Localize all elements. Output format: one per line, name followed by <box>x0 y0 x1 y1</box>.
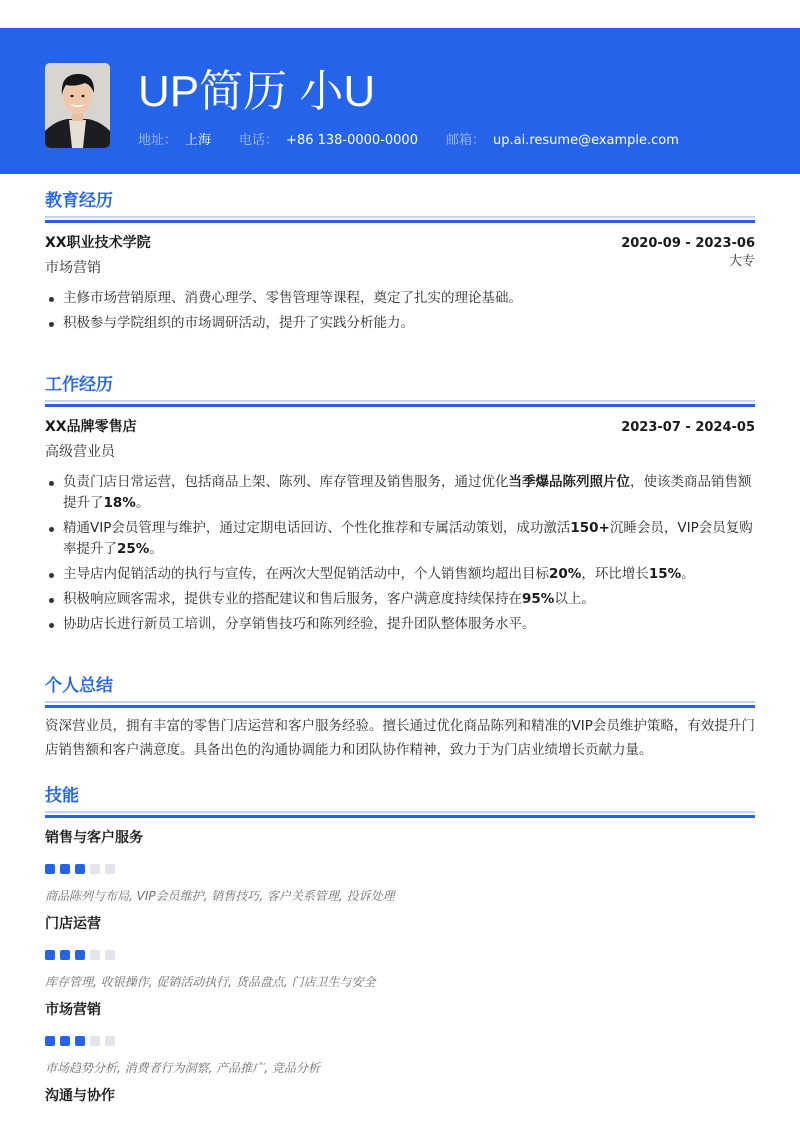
skill-name: 门店运营 <box>45 916 101 932</box>
address-label: 地址： <box>138 133 178 148</box>
section-title: 个人总结 <box>45 676 113 696</box>
list-item: 负责门店日常运营，包括商品上架、陈列、库存管理及销售服务，通过优化当季爆品陈列照片位，使该类商品销售额提升了18%。 <box>45 472 755 514</box>
level-dot-filled <box>45 950 55 960</box>
date-range: 2020-09 - 2023-06 <box>621 236 755 251</box>
entry-subheader <box>45 438 755 464</box>
entry-header <box>45 417 755 438</box>
skill-tags: 市场趋势分析, 消费者行为洞察, 产品推广, 竞品分析 <box>45 1061 320 1075</box>
avatar <box>45 63 110 148</box>
skill-item <box>45 1000 755 1076</box>
level-dot-filled <box>45 1036 55 1046</box>
contact-email <box>446 132 679 150</box>
level-dot-empty <box>105 950 115 960</box>
email-label: 邮箱： <box>445 133 485 148</box>
list-item: 主修市场营销原理、消费心理学、零售管理等课程，奠定了扎实的理论基础。 <box>45 288 755 309</box>
level-dot-empty <box>90 1036 100 1046</box>
level-dot-filled <box>75 864 85 874</box>
level-dot-filled <box>45 864 55 874</box>
level-dot-empty <box>105 864 115 874</box>
divider <box>45 815 755 818</box>
work-bullets <box>45 472 755 635</box>
phone-label: 电话： <box>239 133 279 148</box>
skill-name: 销售与客户服务 <box>45 830 143 846</box>
phone-value: +86 138-0000-0000 <box>286 133 418 148</box>
major: 市场营销 <box>45 260 101 276</box>
resume-header <box>0 28 800 174</box>
candidate-name: UP简历 小U <box>138 67 376 116</box>
skill-name: 市场营销 <box>45 1002 101 1018</box>
skill-level <box>45 1036 755 1046</box>
skill-level <box>45 864 755 874</box>
skills-section <box>45 785 755 1106</box>
skill-tags: 库存管理, 收银操作, 促销活动执行, 货品盘点, 门店卫生与安全 <box>45 975 376 989</box>
section-title: 工作经历 <box>45 375 113 395</box>
divider <box>45 404 755 407</box>
level-dot-empty <box>105 1036 115 1046</box>
summary-section <box>45 675 755 762</box>
skill-item <box>45 1086 755 1106</box>
list-item: 精通VIP会员管理与维护，通过定期电话回访、个性化推荐和专属活动策划，成功激活150+沉睡会员，VIP会员复购率提升了25%。 <box>45 518 755 560</box>
skill-name: 沟通与协作 <box>45 1088 115 1104</box>
list-item: 协助店长进行新员工培训，分享销售技巧和陈列经验，提升团队整体服务水平。 <box>45 614 755 635</box>
education-bullets <box>45 288 755 334</box>
list-item: 积极响应顾客需求，提供专业的搭配建议和售后服务，客户满意度持续保持在95%以上。 <box>45 589 755 610</box>
level-dot-empty <box>90 864 100 874</box>
divider <box>45 216 755 218</box>
date-range: 2023-07 - 2024-05 <box>621 420 755 435</box>
job-title: 高级营业员 <box>45 444 115 460</box>
company-name: XX品牌零售店 <box>45 419 137 435</box>
entry-header <box>45 233 755 254</box>
level-dot-filled <box>60 950 70 960</box>
entry-subheader <box>45 254 755 280</box>
contact-phone <box>239 132 418 150</box>
level-dot-empty <box>90 950 100 960</box>
skill-tags: 商品陈列与布局, VIP会员维护, 销售技巧, 客户关系管理, 投诉处理 <box>45 889 395 903</box>
contact-info <box>138 132 707 150</box>
profile-photo-icon <box>45 63 110 148</box>
divider <box>45 701 755 703</box>
list-item: 积极参与学院组织的市场调研活动，提升了实践分析能力。 <box>45 313 755 334</box>
divider <box>45 811 755 813</box>
section-title: 教育经历 <box>45 191 113 211</box>
summary-text: 资深营业员，拥有丰富的零售门店运营和客户服务经验。擅长通过优化商品陈列和精准的VIP会员维护策略，有效提升门店销售额和客户满意度。具备出色的沟通协调能力和团队协作精神，致力于为门店业绩增长贡献力量。 <box>45 718 755 758</box>
list-item: 主导店内促销活动的执行与宣传，在两次大型促销活动中，个人销售额均超出目标20%，环比增长15%。 <box>45 564 755 585</box>
divider <box>45 400 755 402</box>
contact-address <box>138 132 211 150</box>
level-dot-filled <box>60 1036 70 1046</box>
education-section <box>45 190 755 338</box>
level-dot-filled <box>75 1036 85 1046</box>
email-value[interactable]: up.ai.resume@example.com <box>493 133 679 148</box>
work-section <box>45 374 755 639</box>
skill-item <box>45 828 755 904</box>
school-name: XX职业技术学院 <box>45 235 151 251</box>
skill-item <box>45 914 755 990</box>
section-title: 技能 <box>45 786 79 806</box>
level-dot-filled <box>60 864 70 874</box>
divider <box>45 220 755 223</box>
degree: 大专 <box>728 254 755 269</box>
skill-level <box>45 950 755 960</box>
divider <box>45 705 755 708</box>
address-value: 上海 <box>185 133 212 148</box>
level-dot-filled <box>75 950 85 960</box>
